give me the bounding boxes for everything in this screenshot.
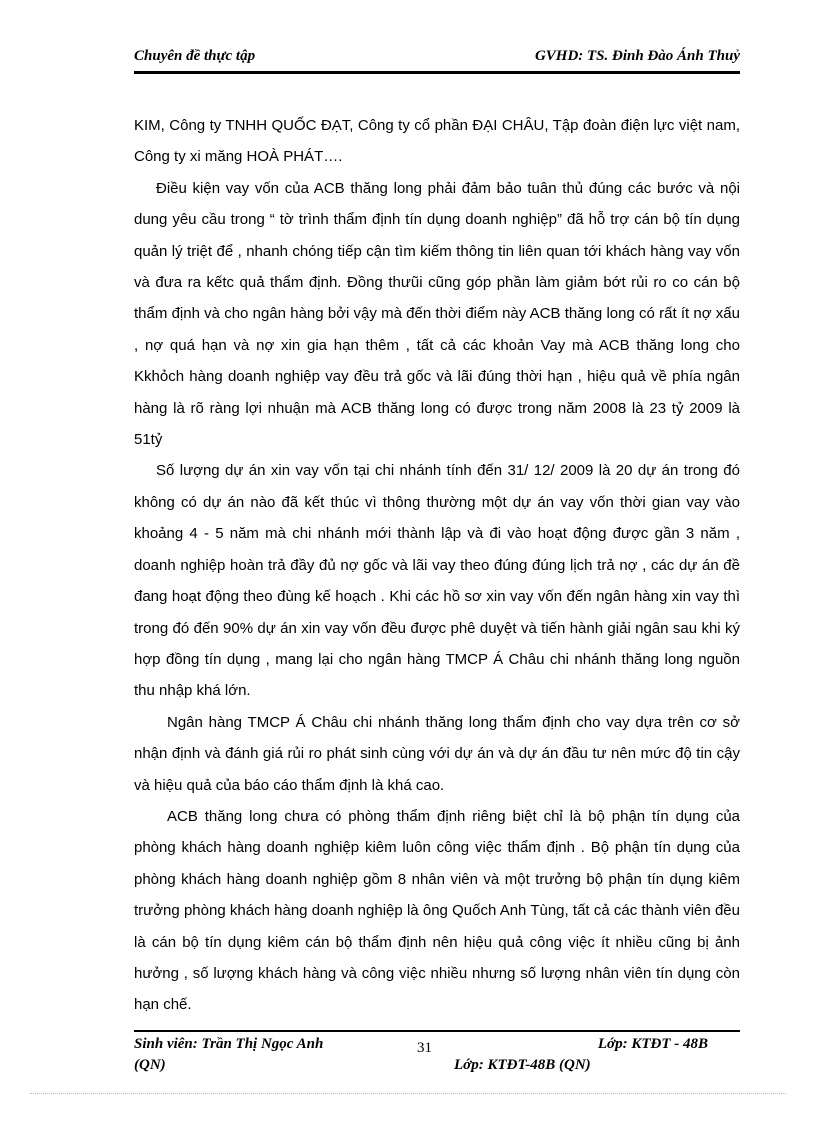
footer-class: Lớp: KTĐT - 48B [597, 1036, 708, 1052]
header-doc-title: Chuyên đề thực tập [134, 48, 256, 64]
footer-qn: (QN) [134, 1057, 166, 1073]
document-body [134, 110, 740, 1021]
header-rule [134, 71, 740, 74]
paragraph: Ngân hàng TMCP Á Châu chi nhánh thăng long thẩm định cho vay dựa trên cơ sở nhận định và đánh giá rủi ro phát sinh cùng với dự án và dự án đầu tư nên mức độ tin cậy và hiệu quả của báo cáo thẩm định là khá cao. [134, 713, 740, 794]
paragraph: Điều kiện vay vốn của ACB thăng long phải đảm bảo tuân thủ đúng các bước và nội dung yêu cầu trong “ tờ trình thẩm định tín dụng doanh nghiệp” đã hỗ trợ cán bộ tín dụng quản lý triệt để , nhanh chóng tiếp cận tìm kiếm thông tin liên quan tới khách hàng vay vốn và đưa ra kếtc quả thẩm định. Đồng thưũi cũng góp phần làm giảm bớt rủi ro co cán bộ thẩm định và cho ngân hàng bởi vậy mà đến thời điểm này ACB thăng long có rất ít nợ xấu , nợ quá hạn và nợ xin gia hạn thêm , tất cả các khoản Vay mà ACB thăng long cho Kkhỏch hàng doanh nghiệp vay đều trả gốc và lãi đúng thời hạn , hiệu quả về phía ngân hàng là rõ ràng lợi nhuận mà ACB thăng long có được trong năm 2008 là 23 tỷ 2009 là 51tỷ [134, 179, 740, 449]
paragraph: ACB thăng long chưa có phòng thẩm định riêng biệt chỉ là bộ phận tín dụng của phòng khách hàng doanh nghiệp kiêm luôn công việc thẩm định . Bộ phận tín dụng của phòng khách hàng doanh nghiệp gồm 8 nhân viên và một trưởng bộ phận tín dụng kiêm trưởng phòng khách hàng doanh nghiệp là ông Quốch Anh Tùng, tất cả các thành viên đều là cán bộ tín dụng kiêm cán bộ thẩm định nên hiệu quả công việc ít nhiều cũng bị ảnh hưởng , số lượng khách hàng và công việc nhiều nhưng số lượng nhân viên tín dụng còn hạn chế. [134, 807, 740, 1014]
page-number: 31 [417, 1040, 432, 1056]
footer-rule [134, 1030, 740, 1032]
paragraph: Số lượng dự án xin vay vốn tại chi nhánh tính đến 31/ 12/ 2009 là 20 dự án trong đó không có dự án nào đã kết thúc vì thông thường một dự án vay vốn thời gian vay vào khoảng 4 - 5 năm mà chi nhánh mới thành lập và đi vào hoạt động được gần 3 năm , doanh nghiệp hoàn trả đầy đủ nợ gốc và lãi vay theo đúng đúng lịch trả nợ , các dự án đề đang hoạt động theo đùng kế hoạch . Khi các hồ sơ xin vay vốn đến ngân hàng xin vay thì trong đó đến 90% dự án xin vay vốn đều được phê duyệt và tiến hành giải ngân sau khi ký hợp đồng tín dụng , mang lại cho ngân hàng TMCP Á Châu chi nhánh thăng long nguồn thu nhập khá lớn. [134, 462, 740, 700]
footer-student: Sinh viên: Trần Thị Ngọc Anh [134, 1036, 324, 1052]
page-bottom-divider [30, 1093, 786, 1094]
page-footer [134, 1036, 740, 1076]
page-header [134, 48, 740, 70]
header-advisor: GVHD: TS. Đinh Đào Ánh Thuỷ [534, 48, 740, 64]
footer-class-qn: Lớp: KTĐT-48B (QN) [454, 1057, 591, 1073]
paragraph: KIM, Công ty TNHH QUỐC ĐẠT, Công ty cổ phần ĐẠI CHÂU, Tập đoàn điện lực việt nam, Công ty xi măng HOÀ PHÁT…. [134, 117, 740, 166]
